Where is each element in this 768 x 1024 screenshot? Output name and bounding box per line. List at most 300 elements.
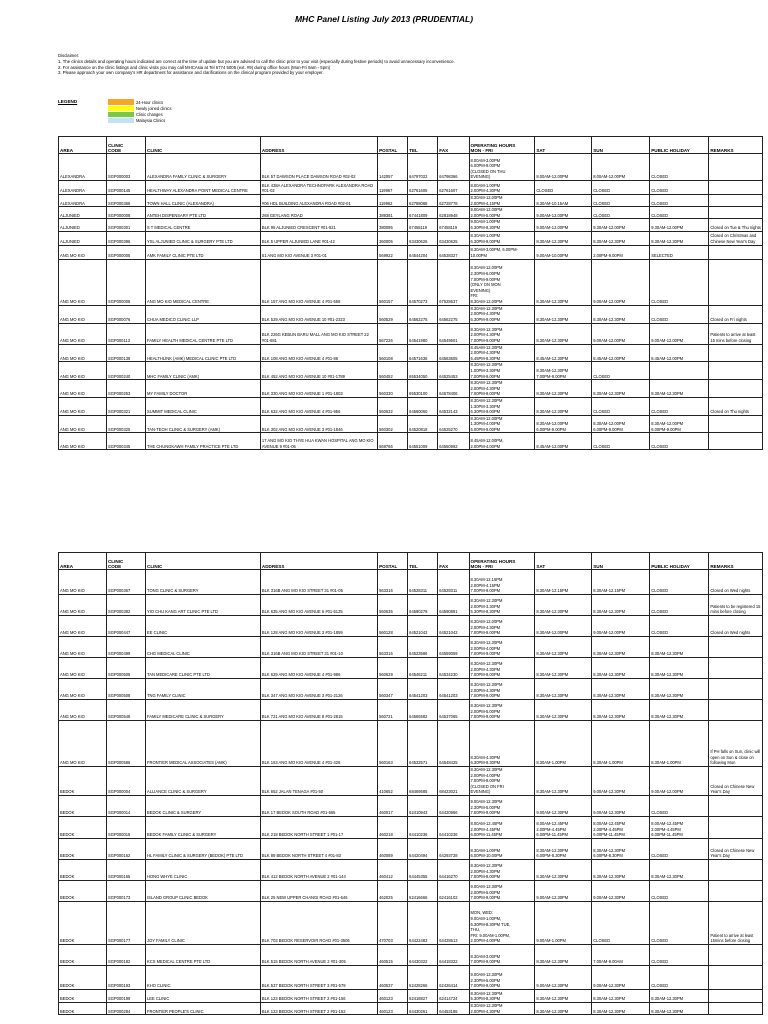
remarks-cell xyxy=(709,679,763,700)
postal-cell: 460515 xyxy=(378,945,408,966)
postal-cell: 560157 xyxy=(378,259,408,305)
sat-hours-cell: 9.00AM-10.00PM xyxy=(535,245,592,259)
fax-cell: 64563605 xyxy=(438,344,469,362)
remarks-cell xyxy=(709,207,763,219)
fax-cell: 64541203 xyxy=(438,679,469,700)
table-row xyxy=(59,679,763,700)
address-cell: BLK 721 ANG MO KIO AVENUE 8 #01-2815 xyxy=(260,700,377,721)
weekday-hours-cell: MON, WED: 9.00AM-1.00PM, 6.30PM-8.30PM TUE, THU, FRI: 9.00AM-1.00PM, 2.00PM-4.00PM xyxy=(469,902,535,945)
sat-hours-cell: 9.00AM-12.00PM xyxy=(535,207,592,219)
clinic-code-cell: SGP000173 xyxy=(106,881,145,902)
area-cell: ALJUNIED xyxy=(59,207,107,219)
address-cell: BLK 123 BEDOK NORTH STREET 2 #01-152 xyxy=(260,1003,377,1015)
sun-hours-cell: 8.30AM-12.30PM xyxy=(592,990,650,1003)
fax-cell: 62728778 xyxy=(438,195,469,207)
public-holiday-cell: CLOSED xyxy=(650,397,709,415)
postal-cell: 560632 xyxy=(378,397,408,415)
fax-cell: 64559059 xyxy=(438,637,469,658)
sat-hours-cell: 8.30AM-12.00PM xyxy=(535,616,592,637)
public-holiday-cell xyxy=(650,362,709,380)
remarks-cell xyxy=(709,658,763,679)
remarks-cell xyxy=(709,344,763,362)
weekday-hours-cell: 9.00AM-12.30PM 2.00PM-5.00PM 7.00PM-9.00PM xyxy=(469,881,535,902)
table-row xyxy=(59,181,763,195)
sat-hours-cell: 9.00AM-12.00PM xyxy=(535,219,592,231)
clinic-name-cell: YIO CHU KANG ART CLINIC PTE LTD xyxy=(146,595,261,616)
column-header: POSTAL xyxy=(378,553,408,570)
sat-hours-cell: 9.00AM-12.30PM xyxy=(535,966,592,990)
address-cell: BLK 108 ANG MO KIO AVENUE 4 #01-86 xyxy=(260,344,377,362)
sun-hours-cell: 8.30AM-12.30PM xyxy=(592,231,650,245)
table-row xyxy=(59,570,763,595)
postal-cell: 460089 xyxy=(378,839,408,860)
remarks-cell xyxy=(709,259,763,305)
tel-cell: 62416666 xyxy=(408,881,438,902)
clinic-name-cell: LEE CLINIC xyxy=(146,990,261,1003)
postal-cell: 560721 xyxy=(378,700,408,721)
column-header: POSTAL xyxy=(378,137,408,154)
sun-hours-cell: CLOSED xyxy=(592,207,650,219)
clinic-name-cell: HEALTHLINK (AMK) MEDICAL CLINIC PTE LTD xyxy=(146,344,261,362)
sun-hours-cell: 8.30AM-12.30PM xyxy=(592,679,650,700)
sun-hours-cell: 8.00AM-12.00PM xyxy=(592,154,650,181)
postal-cell: 119962 xyxy=(378,195,408,207)
public-holiday-cell: 8.30AM-12.30PM xyxy=(650,231,709,245)
tel-cell: 64532571 xyxy=(408,721,438,767)
tel-cell: 62788088 xyxy=(408,195,438,207)
public-holiday-cell: CLOSED xyxy=(650,195,709,207)
sun-hours-cell: CLOSED xyxy=(592,362,650,380)
sun-hours-cell: 8.30AM-12.30PM xyxy=(592,658,650,679)
fax-cell: 64548425 xyxy=(438,721,469,767)
table-row xyxy=(59,658,763,679)
fax-cell: 64453185 xyxy=(438,1003,469,1015)
tel-cell: 65534050 xyxy=(408,362,438,380)
postal-cell: 567226 xyxy=(378,323,408,344)
sun-hours-cell: 9.00AM-12.00PM xyxy=(592,616,650,637)
fax-cell: 64550992 xyxy=(438,433,469,450)
address-cell: 17 ANG MO KIO THYE HUA KWAN HOSPITAL ANG MO KIO AVENUE 9 #01-06 xyxy=(260,433,377,450)
disclaimer-line: 3. Please approach your own company's HR department for assistance and clarifications on the clinical program provided by your employer. xyxy=(58,70,324,76)
column-header: ADDRESS xyxy=(260,553,377,570)
address-cell: BLK 316B ANG MO KIO STREET 31 #01-05 xyxy=(260,570,377,595)
public-holiday-cell: 8.00AM-12.45PM 2.00PM-4.45PM 6.00PM-11.45PM xyxy=(650,817,709,839)
weekday-hours-cell: 8.00AM-1.00PM 2.00PM-4.30PM xyxy=(469,181,535,195)
address-cell: BLK 302 ANG MO KIO AVENUE 3 #01-1846 xyxy=(260,415,377,433)
clinic-code-cell: SGP000447 xyxy=(106,616,145,637)
clinic-name-cell: CHG MEDICAL CLINIC xyxy=(146,637,261,658)
clinic-name-cell: KHO CLINIC xyxy=(146,966,261,990)
area-cell: BEDOK xyxy=(59,817,107,839)
public-holiday-cell: 8.30AM-12.30PM xyxy=(650,990,709,1003)
sat-hours-cell: 8.30AM-12.30PM xyxy=(535,767,592,796)
table-row xyxy=(59,195,763,207)
postal-cell: 569922 xyxy=(378,245,408,259)
table-row xyxy=(59,860,763,881)
tel-cell: 64430261 xyxy=(408,1003,438,1015)
fax-cell: 64538327 xyxy=(438,245,469,259)
clinic-code-cell: SGP000240 xyxy=(106,362,145,380)
weekday-hours-cell: 8.30AM-12.30PM 5.30PM-8.30PM xyxy=(469,990,535,1003)
sat-hours-cell: 8.30AM-12.30PM xyxy=(535,990,592,1003)
area-cell: ANG MO KIO xyxy=(59,658,107,679)
sat-hours-cell: 8.30AM-1.00PM xyxy=(535,721,592,767)
clinic-name-cell: HL FAMILY CLINIC & SURGERY (BEDOK) PTE LTD xyxy=(146,839,261,860)
sat-hours-cell: 8.30AM-12.30PM 7.00PM-9.00PM xyxy=(535,362,592,380)
area-cell: BEDOK xyxy=(59,1003,107,1015)
column-header: PUBLIC HOLIDAY xyxy=(650,137,709,154)
weekday-hours-cell: 8.30AM-12.00PM 2.00PM-4.15PM xyxy=(469,195,535,207)
postal-cell: 462025 xyxy=(378,881,408,902)
weekday-hours-cell: 8.30AM-12.30PM 2.00PM-4.30PM 7.00PM-9.00PM xyxy=(469,679,535,700)
tel-cell: 62761605 xyxy=(408,181,438,195)
fax-cell: 64521042 xyxy=(438,616,469,637)
postal-cell: 460123 xyxy=(378,1003,408,1015)
disclaimer xyxy=(58,53,738,76)
legend xyxy=(108,99,172,124)
area-cell: BEDOK xyxy=(59,945,107,966)
clinic-name-cell: TONG CLINIC & SURGERY xyxy=(146,570,261,595)
clinic-name-cell: YSL ALJUNIED CLINIC & SURGERY PTE LTD xyxy=(146,231,261,245)
column-header: FAX xyxy=(438,137,469,154)
column-header: OPERATING HOURS MON - FRI xyxy=(469,137,535,154)
table-row xyxy=(59,839,763,860)
area-cell: ANG MO KIO xyxy=(59,259,107,305)
address-cell: BLK 438A ALEXANDRA TECHNOPARK ALEXANDRA ROAD #01-02 xyxy=(260,181,377,195)
weekday-hours-cell: 9.00AM-12.00PM 2.00PM-5.00PM xyxy=(469,207,535,219)
table-row xyxy=(59,154,763,181)
sat-hours-cell: 8.30AM-12.00PM 6.00PM-9.00PM xyxy=(535,415,592,433)
column-header: TEL xyxy=(408,137,438,154)
table-row xyxy=(59,945,763,966)
sun-hours-cell: CLOSED xyxy=(592,181,650,195)
tel-cell: 64445355 xyxy=(408,860,438,881)
weekday-hours-cell: 8.30AM-12.30PM 2.00PM-4.00PM 7.00PM-9.00PM (CLOSED ON FRI EVENING) xyxy=(469,767,535,796)
table-row xyxy=(59,362,763,380)
public-holiday-cell: CLOSED xyxy=(650,966,709,990)
postal-cell: 560529 xyxy=(378,305,408,323)
tel-cell: 68469585 xyxy=(408,767,438,796)
weekday-hours-cell: 8.30AM-12.30PM 1.00PM-3.30PM 7.00PM-9.00PM xyxy=(469,362,535,380)
table-row xyxy=(59,721,763,767)
public-holiday-cell: 8.30AM-12.30PM xyxy=(650,679,709,700)
address-cell: BLK 632 ANG MO KIO AVENUE 4 #01-956 xyxy=(260,397,377,415)
public-holiday-cell: CLOSED xyxy=(650,595,709,616)
public-holiday-cell: 8.30AM-12.30PM xyxy=(650,860,709,881)
postal-cell: 460412 xyxy=(378,860,408,881)
remarks-cell: Closed on Wed nights xyxy=(709,570,763,595)
sun-hours-cell: 8.00AM-12.45PM 2.00PM-4.45PM 6.00PM-11.45PM xyxy=(592,817,650,839)
table-row xyxy=(59,902,763,945)
clinic-name-cell: FAMILY MEDICARE CLINIC & SURGERY xyxy=(146,700,261,721)
weekday-hours-cell: 8.00AM-3.00PM 6.00PM-9.00PM (CLOSED ON THU EVENING) xyxy=(469,154,535,181)
address-cell: #06 HDL BUILDING ALEXANDRA ROAD #02-01 xyxy=(260,195,377,207)
area-cell: BEDOK xyxy=(59,767,107,796)
address-cell: BLK 452 ANG MO KIO AVENUE 10 #01-1789 xyxy=(260,362,377,380)
sun-hours-cell: 8.30AM-12.30PM xyxy=(592,700,650,721)
sat-hours-cell: 8.30AM-12.30PM xyxy=(535,658,592,679)
clinic-table-1 xyxy=(58,136,763,450)
address-cell: BLK 95 ALJUNIED CRESCENT #01-521 xyxy=(260,219,377,231)
address-cell: BLK 537 BEDOK NORTH STREET 3 #01-579 xyxy=(260,966,377,990)
clinic-name-cell: ANTEH DISPENSARY PTE LTD xyxy=(146,207,261,219)
fax-cell: 64293728 xyxy=(438,839,469,860)
column-header: OPERATING HOURS MON - FRI xyxy=(469,553,535,570)
area-cell: ANG MO KIO xyxy=(59,305,107,323)
fax-cell: 64428613 xyxy=(438,902,469,945)
sun-hours-cell: 8.30AM-12.15PM xyxy=(592,570,650,595)
public-holiday-cell: CLOSED xyxy=(650,570,709,595)
postal-cell: 563316 xyxy=(378,570,408,595)
legend-item-malaysia xyxy=(108,118,172,124)
table-header-row xyxy=(59,553,763,570)
postal-cell: 119967 xyxy=(378,181,408,195)
sun-hours-cell: 8.30AM-12.30PM xyxy=(592,1003,650,1015)
sun-hours-cell: 8.30AM-12.30PM 6.00PM-8.30PM xyxy=(592,839,650,860)
clinic-name-cell: CHUA MEDICO CLINIC LLP xyxy=(146,305,261,323)
address-cell: BLK 128 ANG MO KIO AVENUE 3 #01-1859 xyxy=(260,616,377,637)
sun-hours-cell: 9.00AM-12.00PM xyxy=(592,323,650,344)
remarks-cell: Closed on Thu nights xyxy=(709,397,763,415)
fax-cell: 64590891 xyxy=(438,595,469,616)
area-cell: ALEXANDRA xyxy=(59,181,107,195)
fax-cell: 62818948 xyxy=(438,207,469,219)
column-header: CLINIC xyxy=(146,137,261,154)
public-holiday-cell: 8.30AM-12.30PM xyxy=(650,380,709,398)
weekday-hours-cell: 8.30AM-12.00PM 1.30PM-4.00PM 6.00PM-9.00PM xyxy=(469,415,535,433)
area-cell: BEDOK xyxy=(59,966,107,990)
public-holiday-cell: CLOSED xyxy=(650,945,709,966)
area-cell: ALJUNIED xyxy=(59,231,107,245)
area-cell: ANG MO KIO xyxy=(59,595,107,616)
clinic-code-cell: SGP000076 xyxy=(106,305,145,323)
clinic-code-cell: SGP000015 xyxy=(106,817,145,839)
area-cell: ANG MO KIO xyxy=(59,380,107,398)
remarks-cell: Patients to arrive at least 15 mins before closing xyxy=(709,323,763,344)
column-header: SAT xyxy=(535,137,592,154)
clinic-name-cell: TAN MEDICARE CLINIC PTE LTD xyxy=(146,658,261,679)
weekday-hours-cell: 8.30AM-12.30PM 2.00PM-4.30PM 7.00PM-9.00PM xyxy=(469,323,535,344)
clinic-name-cell: MHC FAMILY CLINIC (AMK) xyxy=(146,362,261,380)
tel-cell: 64551009 xyxy=(408,433,438,450)
sun-hours-cell: 9.00AM-12.30PM xyxy=(592,767,650,796)
clinic-code-cell: SGP000006 xyxy=(106,259,145,305)
table-row xyxy=(59,817,763,839)
remarks-cell: Closed on Tue & Thu nights xyxy=(709,219,763,231)
remarks-cell: Closed on Chinese New Year's Day xyxy=(709,839,763,860)
address-cell: BLK 529 ANG MO KIO AVENUE 10 #01-2323 xyxy=(260,305,377,323)
clinic-code-cell: SGP000005 xyxy=(106,245,145,259)
sun-hours-cell: 9.00AM-12.00PM xyxy=(592,259,650,305)
table-row xyxy=(59,616,763,637)
weekday-hours-cell: 9.00AM-12.30PM 2.30PM-5.00PM 7.00PM-9.00PM xyxy=(469,966,535,990)
address-cell: BLK 218 BEDOK NORTH STREET 1 #01-17 xyxy=(260,817,377,839)
table-row xyxy=(59,990,763,1003)
clinic-code-cell: SGP000162 xyxy=(106,839,145,860)
weekday-hours-cell: 8.30AM-12.15PM 2.00PM-4.15PM 7.00PM-9.00PM xyxy=(469,570,535,595)
postal-cell: 460218 xyxy=(378,817,408,839)
postal-cell: 560108 xyxy=(378,344,408,362)
area-cell: ALEXANDRA xyxy=(59,195,107,207)
weekday-hours-cell: 8.30AM-12.30PM 2.00PM-4.00PM 7.00PM-9.00PM xyxy=(469,637,535,658)
public-holiday-cell: 8.30AM-12.00PM 6.00PM-9.00PM xyxy=(650,415,709,433)
tel-cell: 64570273 xyxy=(408,259,438,305)
column-header: ADDRESS xyxy=(260,137,377,154)
sat-hours-cell: 8.30AM-12.30PM xyxy=(535,259,592,305)
sun-hours-cell: 2.00PM-9.00PM xyxy=(592,245,650,259)
sat-hours-cell: 8.30AM-10.15AM xyxy=(535,195,592,207)
address-cell: BLK 316B ANG MO KIO STREET 31 #01-10 xyxy=(260,637,377,658)
postal-cell: 560163 xyxy=(378,721,408,767)
sat-hours-cell: 8.30AM-12.30PM xyxy=(535,397,592,415)
address-cell: BLK 17 BEDOK SOUTH ROAD #01-565 xyxy=(260,796,377,817)
weekday-hours-cell: 8.30AM-12.30PM 2.00PM-4.30PM 6.30PM-9.00PM xyxy=(469,305,535,323)
fax-cell: 68423021 xyxy=(438,767,469,796)
sun-hours-cell: 8.30AM-12.30PM xyxy=(592,305,650,323)
tel-cell: 67441809 xyxy=(408,207,438,219)
clinic-code-cell: SGP000193 xyxy=(106,966,145,990)
weekday-hours-cell: 8.30AM-12.30PM 2.00PM-3.30PM 5.30PM-8.30PM xyxy=(469,595,535,616)
weekday-hours-cell: 8.30AM-12.30PM 2.00PM-4.30PM 7.00PM-9.00PM xyxy=(469,860,535,881)
column-header: AREA xyxy=(59,137,107,154)
address-cell: BLK 89 BEDOK NORTH STREET 4 #01-83 xyxy=(260,839,377,860)
postal-cell: 569766 xyxy=(378,433,408,450)
postal-cell: 460123 xyxy=(378,990,408,1003)
clinic-code-cell: SGP000396 xyxy=(106,231,145,245)
legend-item-24-hour xyxy=(108,99,172,105)
area-cell: BEDOK xyxy=(59,990,107,1003)
fax-cell: 62414724 xyxy=(438,990,469,1003)
postal-cell: 410652 xyxy=(378,767,408,796)
weekday-hours-cell: 8.00AM-12.45PM 2.00PM-4.45PM 6.00PM-11.45PM xyxy=(469,817,535,839)
tel-cell: 65530100 xyxy=(408,380,438,398)
remarks-cell xyxy=(709,637,763,658)
clinic-code-cell: SGP000325 xyxy=(106,415,145,433)
clinic-code-cell: SGP000003 xyxy=(106,154,145,181)
address-cell: 51 ANG MO KIO AVENUE 3 #01-01 xyxy=(260,245,377,259)
postal-cell: 389381 xyxy=(378,207,408,219)
tel-cell: 64521042 xyxy=(408,616,438,637)
tel-cell: 64523586 xyxy=(408,637,438,658)
clinic-name-cell: ISLAND GROUP CLINIC BEDOK xyxy=(146,881,261,902)
legend-swatch-yellow xyxy=(108,106,134,112)
sat-hours-cell: 8.30AM-12.30PM xyxy=(535,305,592,323)
remarks-cell xyxy=(709,945,763,966)
fax-cell: 62416102 xyxy=(438,881,469,902)
column-header: REMARKS xyxy=(709,137,763,154)
clinic-code-cell: SGP000008 xyxy=(106,207,145,219)
postal-cell: 560635 xyxy=(378,595,408,616)
remarks-cell: If PH falls on Sun, clinic will open on Sun & close on following Mon xyxy=(709,721,763,767)
address-cell: BLK 412 BEDOK NORTH AVENUE 2 #01-144 xyxy=(260,860,377,881)
tel-cell: 64520818 xyxy=(408,415,438,433)
remarks-cell xyxy=(709,990,763,1003)
clinic-name-cell: S T MEDICAL CENTRE xyxy=(146,219,261,231)
postal-cell: 563316 xyxy=(378,637,408,658)
fax-cell: 64420966 xyxy=(438,796,469,817)
clinic-code-cell: SGP000345 xyxy=(106,433,145,450)
table-row xyxy=(59,207,763,219)
clinic-name-cell: TAN-TEOH CLINIC & SURGERY (AMK) xyxy=(146,415,261,433)
sun-hours-cell: 8.30AM-12.30PM xyxy=(592,595,650,616)
table-row xyxy=(59,881,763,902)
address-cell: BLK 515 BEDOK NORTH AVENUE 2 #01-305 xyxy=(260,945,377,966)
fax-cell: 62761607 xyxy=(438,181,469,195)
public-holiday-cell: 9.00AM-12.00PM xyxy=(650,323,709,344)
disclaimer-line: 2. For assistance on the clinic listings and clinic visits you may call MHCAsia at Tel 6774 5005 (ext. #9) during office hours (Mon-Fri 9am - 5pm) xyxy=(58,64,331,70)
remarks-cell xyxy=(709,245,763,259)
table-row xyxy=(59,637,763,658)
public-holiday-cell: CLOSED xyxy=(650,207,709,219)
clinic-name-cell: AMK FAMILY CLINIC PTE LTD xyxy=(146,245,261,259)
area-cell: ANG MO KIO xyxy=(59,245,107,259)
clinic-code-cell: SGP000004 xyxy=(106,767,145,796)
clinic-code-cell: SGP000165 xyxy=(106,860,145,881)
address-cell: BLK 635 ANG MO KIO AVENUE 6 #01-5125 xyxy=(260,595,377,616)
area-cell: ANG MO KIO xyxy=(59,362,107,380)
table-row xyxy=(59,595,763,616)
remarks-cell xyxy=(709,362,763,380)
legend-swatch-green xyxy=(108,112,134,118)
table-row xyxy=(59,323,763,344)
tel-cell: 64566582 xyxy=(408,700,438,721)
sun-hours-cell: CLOSED xyxy=(592,902,650,945)
address-cell: BLK 330 ANG MO KIO AVENUE 1 #01-1803 xyxy=(260,380,377,398)
postal-cell: 560452 xyxy=(378,362,408,380)
weekday-hours-cell: 8.30AM-12.30PM 2.00PM-4.30PM 7.00PM-9.00PM xyxy=(469,380,535,398)
public-holiday-cell: CLOSED xyxy=(650,796,709,817)
public-holiday-cell: 9.30AM-12.00PM xyxy=(650,219,709,231)
remarks-cell xyxy=(709,415,763,433)
table-row xyxy=(59,966,763,990)
tel-cell: 64590278 xyxy=(408,595,438,616)
area-cell: BEDOK xyxy=(59,860,107,881)
column-header: AREA xyxy=(59,553,107,570)
address-cell: BLK 163 ANG MO KIO AVENUE 4 #01-426 xyxy=(260,721,377,767)
clinic-code-cell: SGP000586 xyxy=(106,721,145,767)
sun-hours-cell: 9.00AM-12.30PM xyxy=(592,881,650,902)
clinic-code-cell: SGP000182 xyxy=(106,945,145,966)
remarks-cell xyxy=(709,1003,763,1015)
page-title: MHC Panel Listing July 2013 (PRUDENTIAL) xyxy=(294,14,474,24)
tel-cell: 64544204 xyxy=(408,245,438,259)
column-header: CLINIC CODE xyxy=(106,553,145,570)
table-row xyxy=(59,767,763,796)
postal-cell: 142057 xyxy=(378,154,408,181)
clinic-code-cell: SGP000014 xyxy=(106,796,145,817)
weekday-hours-cell: 8.30AM-12.00PM 2.00PM-4.30PM 7.00PM-9.00PM xyxy=(469,616,535,637)
clinic-code-cell: SGP000177 xyxy=(106,902,145,945)
legend-swatch-orange xyxy=(108,99,134,105)
fax-cell: 64416270 xyxy=(438,860,469,881)
legend-label: 24-Hour clinics xyxy=(136,99,164,105)
sun-hours-cell: 8.30AM-12.30PM xyxy=(592,860,650,881)
postal-cell: 560302 xyxy=(378,415,408,433)
address-cell: BLK 5 UPPER ALJUNIED LANE #01-42 xyxy=(260,231,377,245)
clinic-name-cell: ALEXANDRA FAMILY CLINIC & SURGERY xyxy=(146,154,261,181)
clinic-code-cell: SGP000367 xyxy=(106,570,145,595)
tel-cell: 64571636 xyxy=(408,344,438,362)
public-holiday-cell: CLOSED xyxy=(650,154,709,181)
legend-label: Clinic changes xyxy=(136,111,163,117)
fax-cell: 67528637 xyxy=(438,259,469,305)
remarks-cell xyxy=(709,796,763,817)
remarks-cell xyxy=(709,881,763,902)
legend-title: LEGEND xyxy=(58,99,78,104)
postal-cell: 560347 xyxy=(378,679,408,700)
weekday-hours-cell: 8.45AM-12.00PM, 2.00PM-4.00PM xyxy=(469,433,535,450)
clinic-name-cell: THE CHUNGKAWH FAMILY PRACTICE PTE LTD xyxy=(146,433,261,450)
